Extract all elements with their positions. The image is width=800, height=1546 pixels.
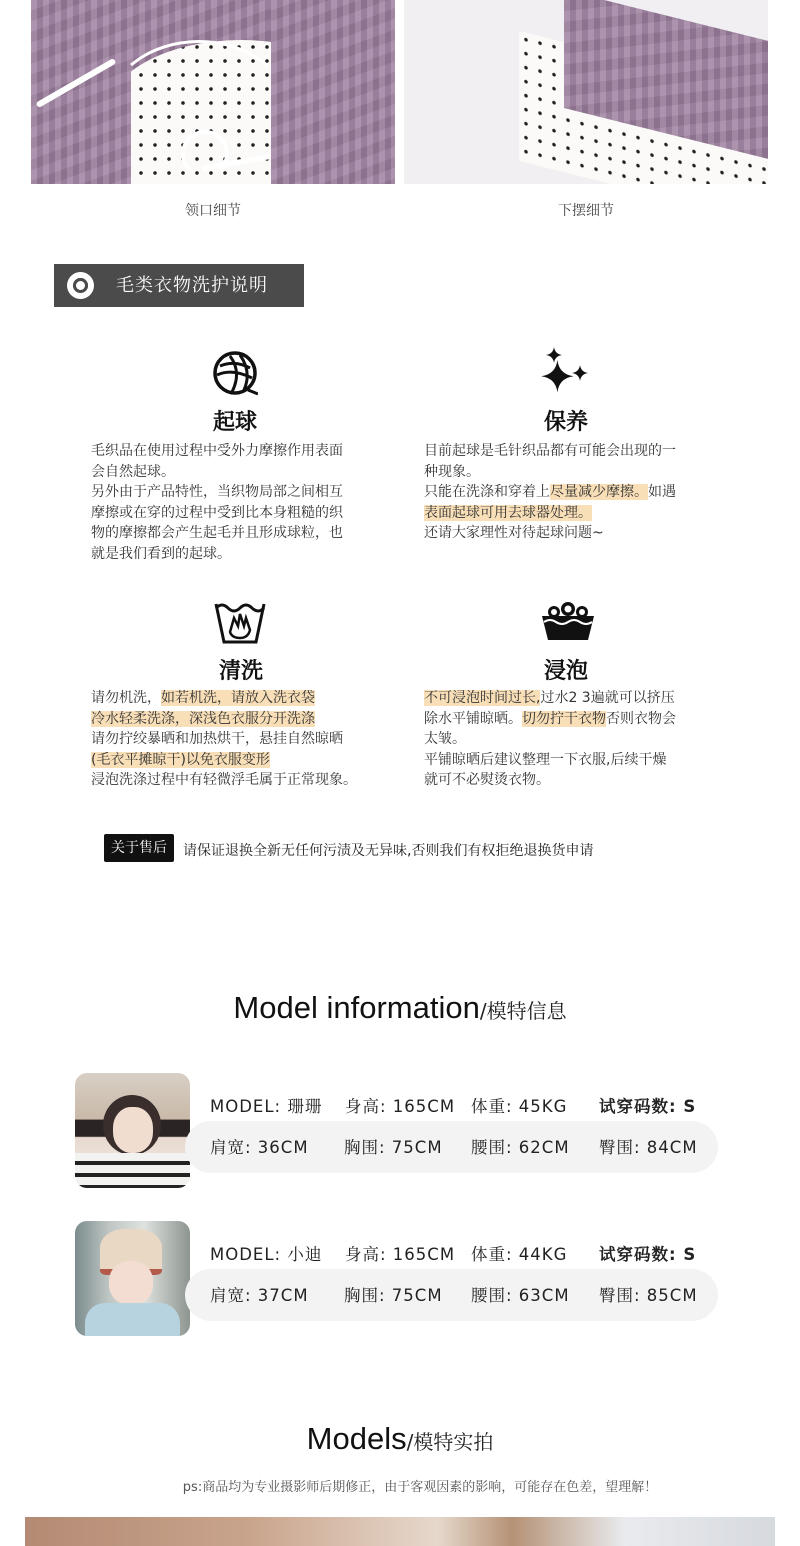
model-info-title <box>0 990 800 1026</box>
yarn-ball-icon <box>212 350 258 400</box>
model-hip: 臀围: 84CM <box>599 1138 698 1157</box>
washing-title: 清洗 <box>218 659 263 684</box>
model-card <box>75 1221 725 1341</box>
model-name: MODEL: 小迪 <box>210 1245 323 1264</box>
model-card <box>75 1073 725 1193</box>
models-title-cn: /模特实拍 <box>406 1430 494 1454</box>
soak-basin-icon <box>540 602 596 646</box>
soaking-title: 浸泡 <box>543 659 588 684</box>
model-weight: 体重: 45KG <box>471 1097 568 1116</box>
care-header <box>54 264 304 307</box>
model-shoulder: 肩宽: 37CM <box>210 1286 309 1305</box>
maintenance-text: 目前起球是毛针织品都有可能会出现的一 种现象。 只能在洗涤和穿着上尽量减少摩擦。如遇 表面起球可用去球器处理。 还请大家理性对待起球问题~ <box>424 443 676 541</box>
model-photo <box>75 1073 190 1188</box>
model-bust: 胸围: 75CM <box>344 1138 443 1157</box>
models-title-en: Models <box>306 1421 407 1456</box>
model-weight: 体重: 44KG <box>471 1245 568 1264</box>
model-waist: 腰围: 62CM <box>471 1138 570 1157</box>
model-height: 身高: 165CM <box>345 1245 456 1264</box>
care-header-text: 毛类衣物洗护说明 <box>116 275 268 296</box>
model-bust: 胸围: 75CM <box>344 1286 443 1305</box>
model-shoulder: 肩宽: 36CM <box>210 1138 309 1157</box>
after-sale-tag: 关于售后 <box>104 834 174 862</box>
model-photo <box>75 1221 190 1336</box>
model-size: 试穿码数: S <box>599 1097 697 1116</box>
care-logo-icon <box>67 272 94 299</box>
maintenance-title: 保养 <box>543 410 588 435</box>
neckline-caption: 领口细节 <box>185 203 241 219</box>
sparkle-icon <box>540 345 592 403</box>
pilling-title: 起球 <box>212 410 257 435</box>
after-sale-text: 请保证退换全新无任何污渍及无异味,否则我们有权拒绝退换货申请 <box>183 843 594 859</box>
pilling-text: 毛织品在使用过程中受外力摩擦作用表面 会自然起球。 另外由于产品特性，当织物局部之间相互 摩擦或在穿的过程中受到比本身粗糙的织 物的摩擦都会产生起毛并且形成球粒，也 就是我们看到的起球。 <box>91 443 343 562</box>
hem-detail-photo <box>404 0 768 184</box>
models-title <box>0 1421 800 1457</box>
model-waist: 腰围: 63CM <box>471 1286 570 1305</box>
model-height: 身高: 165CM <box>345 1097 456 1116</box>
soaking-text: 不可浸泡时间过长,过水2 3遍就可以挤压 除水平铺晾晒。切勿拧干衣物否则衣物会 太皱。 平铺晾晒后建议整理一下衣服,后续干燥 就可不必熨烫衣物。 <box>424 690 676 788</box>
model-size: 试穿码数: S <box>599 1245 697 1264</box>
model-name: MODEL: 珊珊 <box>210 1097 323 1116</box>
washing-text: 请勿机洗，如若机洗，请放入洗衣袋 冷水轻柔洗涤，深浅色衣服分开洗涤 请勿拧绞暴晒和加热烘干，悬挂自然晾晒 (毛衣平摊晾干)以免衣服变形 浸泡洗涤过程中有轻微浮毛属于正常现象。 <box>91 690 357 788</box>
model-showcase-photo <box>25 1517 775 1546</box>
color-disclaimer: ps:商品均为专业摄影师后期修正，由于客观因素的影响，可能存在色差，望理解！ <box>182 1480 658 1495</box>
hand-wash-icon <box>212 598 268 650</box>
neckline-detail-photo <box>31 0 395 184</box>
model-info-title-cn: /模特信息 <box>479 999 567 1023</box>
hem-caption: 下摆细节 <box>558 203 614 219</box>
model-info-title-en: Model information <box>233 990 480 1025</box>
model-hip: 臀围: 85CM <box>599 1286 698 1305</box>
